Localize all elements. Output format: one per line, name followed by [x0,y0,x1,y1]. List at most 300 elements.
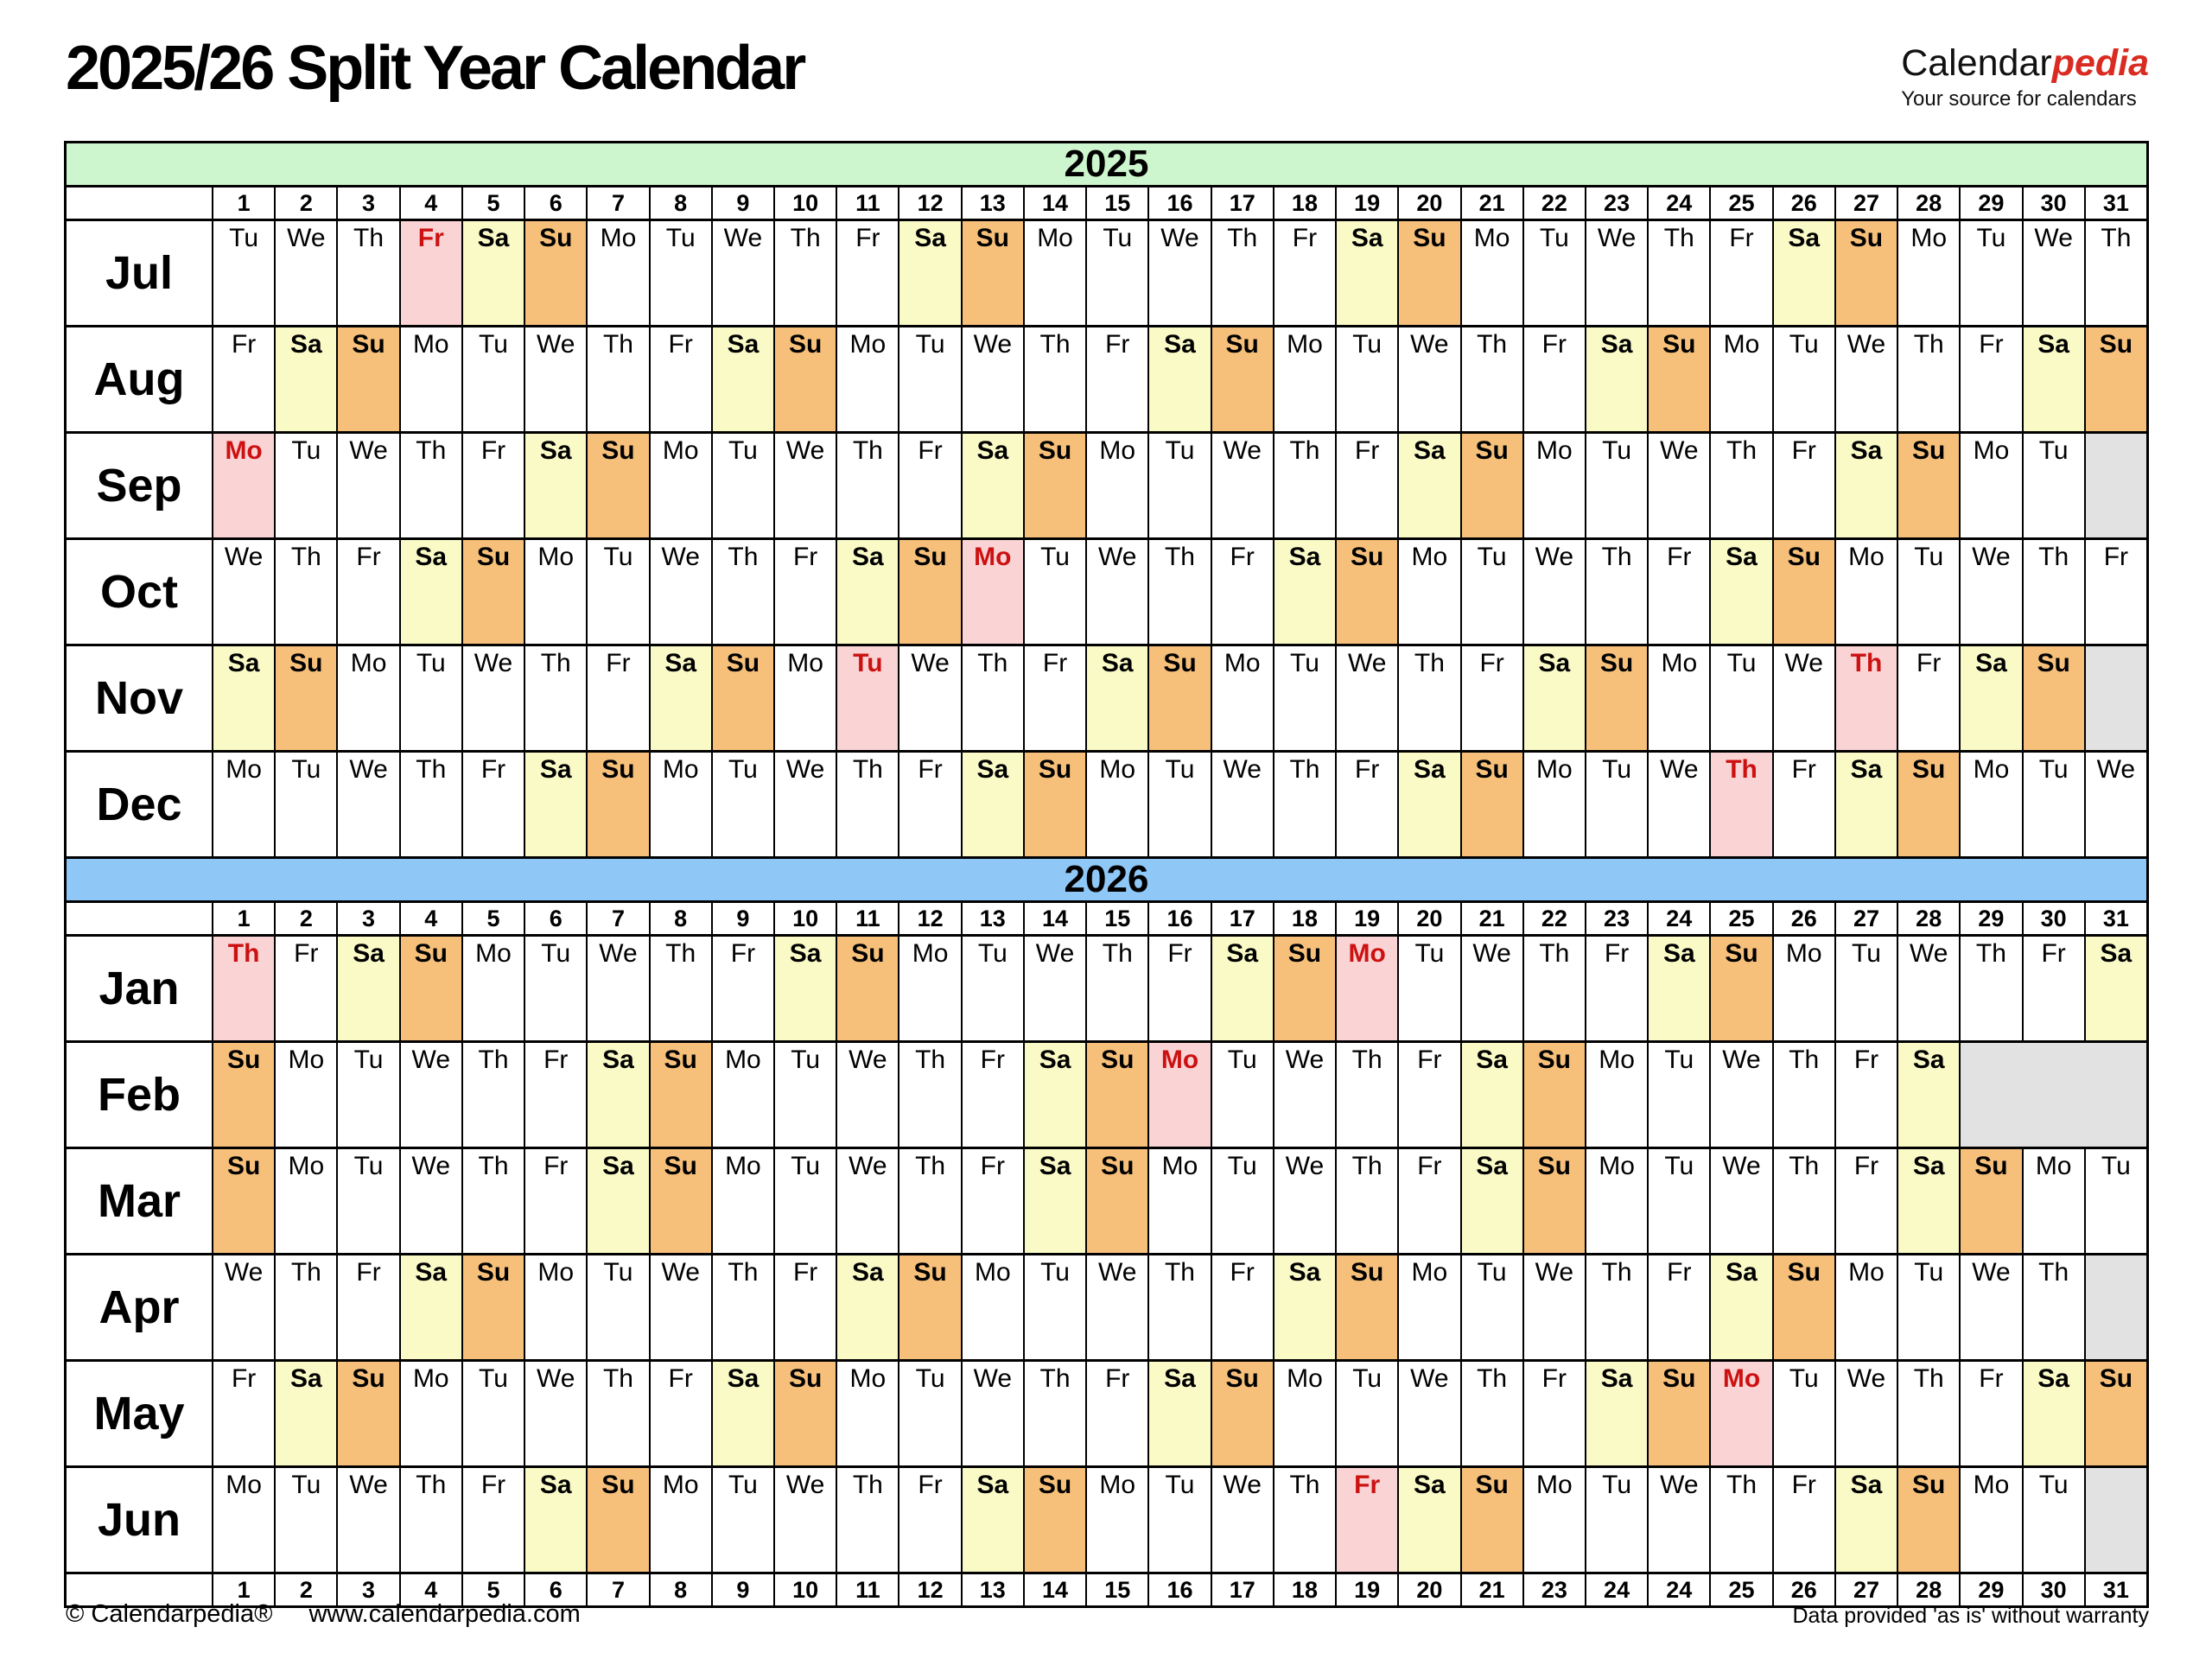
day-cell-mar-20: Fr [1399,1149,1459,1253]
day-cell-aug-29: Fr [1961,327,2021,431]
day-cell-apr-17: Fr [1212,1255,1273,1359]
day-cell-nov-17: Mo [1212,646,1273,750]
day-cell-dec-14: Su [1025,753,1085,856]
day-number-footer-cell-25: 25 [1711,1574,1771,1605]
month-label-jan: Jan [67,937,212,1040]
day-cell-jan-6: Tu [525,937,586,1040]
day-cell-oct-2: Th [276,540,336,644]
day-cell-may-1: Fr [213,1362,274,1465]
day-cell-oct-6: Mo [525,540,586,644]
day-cell-feb-10: Tu [775,1043,836,1147]
day-cell-nov-23: Su [1586,646,1647,750]
day-cell-mar-19: Th [1337,1149,1397,1253]
day-cell-sep-11: Th [837,434,898,537]
day-cell-aug-21: Th [1462,327,1522,431]
day-cell-sep-4: Th [401,434,461,537]
day-cell-apr-25: Sa [1711,1255,1771,1359]
day-cell-jun-29: Mo [1961,1468,2021,1572]
day-cell-jan-29: Th [1961,937,2021,1040]
day-cell-jan-16: Fr [1149,937,1210,1040]
day-cell-dec-11: Th [837,753,898,856]
day-cell-feb-3: Tu [338,1043,398,1147]
month-label-aug: Aug [67,327,212,431]
day-number-header-2026-cell-30: 30 [2024,903,2084,934]
day-cell-jan-19: Mo [1337,937,1397,1040]
day-number-footer-cell-4: 4 [401,1574,461,1605]
day-cell-dec-17: We [1212,753,1273,856]
day-cell-apr-9: Th [713,1255,773,1359]
day-cell-sep-6: Sa [525,434,586,537]
day-cell-may-25: Mo [1711,1362,1771,1465]
day-cell-feb-18: We [1274,1043,1335,1147]
day-cell-dec-8: Mo [651,753,711,856]
day-cell-may-30: Sa [2024,1362,2084,1465]
day-cell-aug-5: Tu [463,327,524,431]
day-cell-jul-14: Mo [1025,221,1085,325]
day-cell-jan-23: Fr [1586,937,1647,1040]
day-cell-dec-28: Su [1898,753,1959,856]
day-cell-dec-2: Tu [276,753,336,856]
day-cell-jul-5: Sa [463,221,524,325]
day-cell-may-22: Fr [1524,1362,1585,1465]
day-cell-jul-22: Tu [1524,221,1585,325]
day-number-header-2025-cell-17: 17 [1212,188,1273,219]
day-number-header-2025-cell-2: 2 [276,188,336,219]
day-cell-jun-2: Tu [276,1468,336,1572]
day-cell-may-11: Mo [837,1362,898,1465]
day-cell-jan-21: We [1462,937,1522,1040]
day-number-header-2026-cell-20: 20 [1399,903,1459,934]
page-title: 2025/26 Split Year Calendar [66,34,804,103]
day-cell-aug-15: Fr [1087,327,1147,431]
day-cell-apr-15: We [1087,1255,1147,1359]
day-cell-apr-3: Fr [338,1255,398,1359]
day-cell-oct-23: Th [1586,540,1647,644]
day-cell-may-12: Tu [899,1362,960,1465]
day-cell-jul-10: Th [775,221,836,325]
day-cell-dec-29: Mo [1961,753,2021,856]
day-cell-feb-21: Sa [1462,1043,1522,1147]
day-cell-dec-16: Tu [1149,753,1210,856]
day-cell-jun-17: We [1212,1468,1273,1572]
day-cell-mar-14: Sa [1025,1149,1085,1253]
day-cell-jul-27: Su [1836,221,1897,325]
day-cell-nov-13: Th [963,646,1023,750]
website-text: www.calendarpedia.com [308,1600,581,1628]
day-number-header-2025-cell-8: 8 [651,188,711,219]
day-cell-apr-28: Tu [1898,1255,1959,1359]
day-number-footer-cell-14: 14 [1025,1574,1085,1605]
day-cell-mar-2: Mo [276,1149,336,1253]
day-cell-dec-21: Su [1462,753,1522,856]
day-cell-mar-7: Sa [588,1149,648,1253]
logo-brand-red: pedia [2051,42,2149,84]
day-cell-nov-16: Su [1149,646,1210,750]
day-cell-jul-4: Fr [401,221,461,325]
off-cell-feb [1961,1043,2146,1147]
day-cell-apr-13: Mo [963,1255,1023,1359]
day-cell-feb-12: Th [899,1043,960,1147]
month-label-feb: Feb [67,1043,212,1147]
footer-copyright [66,1600,581,1629]
day-cell-jul-20: Su [1399,221,1459,325]
day-number-header-2026-cell-4: 4 [401,903,461,934]
day-cell-jun-5: Fr [463,1468,524,1572]
day-cell-mar-30: Mo [2024,1149,2084,1253]
day-cell-jun-14: Su [1025,1468,1085,1572]
day-cell-sep-26: Fr [1774,434,1834,537]
day-cell-feb-13: Fr [963,1043,1023,1147]
day-cell-jan-12: Mo [899,937,960,1040]
day-number-footer-cell-17: 17 [1212,1574,1273,1605]
day-cell-may-16: Sa [1149,1362,1210,1465]
day-cell-mar-18: We [1274,1149,1335,1253]
day-number-header-2025-cell-27: 27 [1836,188,1897,219]
day-cell-jul-1: Tu [213,221,274,325]
day-cell-aug-26: Tu [1774,327,1834,431]
day-number-footer-cell-7: 7 [588,1574,648,1605]
day-cell-sep-9: Tu [713,434,773,537]
day-cell-apr-22: We [1524,1255,1585,1359]
day-cell-sep-19: Fr [1337,434,1397,537]
day-cell-feb-9: Mo [713,1043,773,1147]
day-cell-jan-18: Su [1274,937,1335,1040]
logo-tagline: Your source for calendars [1901,87,2137,111]
day-number-header-2026-cell-19: 19 [1337,903,1397,934]
day-cell-oct-25: Sa [1711,540,1771,644]
day-number-header-2025-cell-21: 21 [1462,188,1522,219]
day-cell-aug-17: Su [1212,327,1273,431]
day-cell-mar-17: Tu [1212,1149,1273,1253]
day-cell-may-27: We [1836,1362,1897,1465]
day-cell-aug-27: We [1836,327,1897,431]
split-year-calendar-table [64,141,2149,1608]
day-cell-aug-4: Mo [401,327,461,431]
day-cell-may-4: Mo [401,1362,461,1465]
day-cell-jul-19: Sa [1337,221,1397,325]
day-cell-dec-9: Tu [713,753,773,856]
day-cell-may-9: Sa [713,1362,773,1465]
day-cell-feb-8: Su [651,1043,711,1147]
day-number-footer-cell-21: 21 [1462,1574,1522,1605]
day-cell-sep-2: Tu [276,434,336,537]
month-label-apr: Apr [67,1255,212,1359]
day-cell-apr-27: Mo [1836,1255,1897,1359]
day-number-header-2026-cell-18: 18 [1274,903,1335,934]
day-cell-aug-22: Fr [1524,327,1585,431]
day-cell-apr-20: Mo [1399,1255,1459,1359]
day-cell-sep-27: Sa [1836,434,1897,537]
day-cell-jan-20: Tu [1399,937,1459,1040]
month-label-may: May [67,1362,212,1465]
day-cell-dec-24: We [1649,753,1709,856]
day-number-header-2026-cell-7: 7 [588,903,648,934]
day-cell-apr-5: Su [463,1255,524,1359]
day-cell-aug-7: Th [588,327,648,431]
day-number-footer-cell-11: 11 [837,1574,898,1605]
day-cell-sep-20: Sa [1399,434,1459,537]
day-cell-may-17: Su [1212,1362,1273,1465]
day-cell-jan-5: Mo [463,937,524,1040]
day-cell-mar-15: Su [1087,1149,1147,1253]
day-number-header-2026-cell-15: 15 [1087,903,1147,934]
day-cell-apr-29: We [1961,1255,2021,1359]
day-number-header-2026-cell-28: 28 [1898,903,1959,934]
day-number-header-2025-cell-3: 3 [338,188,398,219]
day-number-header-2025-cell-30: 30 [2024,188,2084,219]
day-cell-nov-22: Sa [1524,646,1585,750]
day-cell-feb-25: We [1711,1043,1771,1147]
day-cell-may-28: Th [1898,1362,1959,1465]
day-cell-jun-12: Fr [899,1468,960,1572]
day-cell-aug-31: Su [2086,327,2146,431]
day-cell-dec-15: Mo [1087,753,1147,856]
day-cell-jun-13: Sa [963,1468,1023,1572]
day-cell-nov-3: Mo [338,646,398,750]
day-cell-nov-30: Su [2024,646,2084,750]
day-cell-sep-21: Su [1462,434,1522,537]
day-cell-feb-16: Mo [1149,1043,1210,1147]
day-number-header-2026-cell-5: 5 [463,903,524,934]
day-cell-sep-10: We [775,434,836,537]
day-cell-dec-12: Fr [899,753,960,856]
day-cell-apr-18: Sa [1274,1255,1335,1359]
day-cell-jul-3: Th [338,221,398,325]
footer-disclaimer: Data provided 'as is' without warranty [1792,1604,2149,1628]
day-cell-mar-23: Mo [1586,1149,1647,1253]
day-cell-dec-6: Sa [525,753,586,856]
day-cell-aug-3: Su [338,327,398,431]
day-cell-apr-26: Su [1774,1255,1834,1359]
day-number-footer-cell-3: 3 [338,1574,398,1605]
day-cell-jun-18: Th [1274,1468,1335,1572]
day-number-header-2025-cell-20: 20 [1399,188,1459,219]
day-cell-oct-11: Sa [837,540,898,644]
day-cell-dec-27: Sa [1836,753,1897,856]
day-number-footer-cell-26: 26 [1774,1574,1834,1605]
day-cell-aug-16: Sa [1149,327,1210,431]
day-number-header-2025-cell-11: 11 [837,188,898,219]
day-cell-apr-14: Tu [1025,1255,1085,1359]
day-cell-may-21: Th [1462,1362,1522,1465]
day-cell-may-13: We [963,1362,1023,1465]
day-number-header-2025-spacer-cell [67,188,212,219]
day-cell-jan-14: We [1025,937,1085,1040]
month-label-nov: Nov [67,646,212,750]
day-cell-jan-24: Sa [1649,937,1709,1040]
day-cell-jun-28: Su [1898,1468,1959,1572]
day-cell-sep-7: Su [588,434,648,537]
day-cell-jan-8: Th [651,937,711,1040]
day-cell-jan-4: Su [401,937,461,1040]
day-cell-apr-2: Th [276,1255,336,1359]
day-cell-mar-25: We [1711,1149,1771,1253]
day-cell-jul-2: We [276,221,336,325]
day-cell-nov-14: Fr [1025,646,1085,750]
day-cell-jan-28: We [1898,937,1959,1040]
month-label-jun: Jun [67,1468,212,1572]
day-cell-nov-26: We [1774,646,1834,750]
day-cell-jul-17: Th [1212,221,1273,325]
day-number-header-2026-cell-12: 12 [899,903,960,934]
day-cell-oct-5: Su [463,540,524,644]
day-cell-jun-3: We [338,1468,398,1572]
off-cell-apr [2086,1255,2146,1359]
day-number-header-2026-cell-13: 13 [963,903,1023,934]
day-number-header-2025-cell-24: 24 [1649,188,1709,219]
day-number-header-2025-cell-5: 5 [463,188,524,219]
day-cell-aug-13: We [963,327,1023,431]
day-cell-feb-4: We [401,1043,461,1147]
day-number-header-2026-cell-22: 22 [1524,903,1585,934]
day-cell-oct-17: Fr [1212,540,1273,644]
day-cell-dec-25: Th [1711,753,1771,856]
day-cell-feb-2: Mo [276,1043,336,1147]
day-cell-mar-27: Fr [1836,1149,1897,1253]
day-number-header-2025-cell-31: 31 [2086,188,2146,219]
day-cell-jan-2: Fr [276,937,336,1040]
day-number-header-2026-cell-16: 16 [1149,903,1210,934]
day-number-header-2025-cell-12: 12 [899,188,960,219]
day-cell-oct-16: Th [1149,540,1210,644]
day-cell-aug-20: We [1399,327,1459,431]
day-cell-nov-2: Su [276,646,336,750]
day-cell-feb-17: Tu [1212,1043,1273,1147]
day-cell-sep-18: Th [1274,434,1335,537]
day-cell-jun-15: Mo [1087,1468,1147,1572]
day-cell-dec-3: We [338,753,398,856]
day-cell-oct-24: Fr [1649,540,1709,644]
day-cell-apr-23: Th [1586,1255,1647,1359]
day-cell-oct-10: Fr [775,540,836,644]
day-cell-feb-22: Su [1524,1043,1585,1147]
day-cell-jun-23: Tu [1586,1468,1647,1572]
day-cell-apr-4: Sa [401,1255,461,1359]
day-cell-nov-27: Th [1836,646,1897,750]
day-cell-jan-15: Th [1087,937,1147,1040]
day-cell-apr-7: Tu [588,1255,648,1359]
day-cell-may-18: Mo [1274,1362,1335,1465]
day-cell-may-3: Su [338,1362,398,1465]
month-label-oct: Oct [67,540,212,644]
day-number-header-2026-cell-10: 10 [775,903,836,934]
day-cell-oct-4: Sa [401,540,461,644]
day-number-footer-cell-6: 6 [525,1574,586,1605]
day-cell-apr-8: We [651,1255,711,1359]
day-cell-oct-9: Th [713,540,773,644]
day-cell-mar-8: Su [651,1149,711,1253]
day-cell-dec-23: Tu [1586,753,1647,856]
day-cell-oct-13: Mo [963,540,1023,644]
day-cell-feb-7: Sa [588,1043,648,1147]
day-cell-aug-12: Tu [899,327,960,431]
day-number-footer-cell-27: 27 [1836,1574,1897,1605]
day-cell-oct-29: We [1961,540,2021,644]
day-cell-jun-22: Mo [1524,1468,1585,1572]
day-cell-jun-11: Th [837,1468,898,1572]
day-number-header-2026-spacer-cell [67,903,212,934]
day-cell-nov-29: Sa [1961,646,2021,750]
day-cell-apr-12: Su [899,1255,960,1359]
day-cell-jan-30: Fr [2024,937,2084,1040]
day-cell-jul-12: Sa [899,221,960,325]
day-cell-aug-10: Su [775,327,836,431]
day-number-header-2025-cell-15: 15 [1087,188,1147,219]
calendarpedia-logo [1901,42,2149,111]
day-cell-oct-14: Tu [1025,540,1085,644]
day-cell-dec-1: Mo [213,753,274,856]
day-cell-jul-9: We [713,221,773,325]
day-cell-jan-3: Sa [338,937,398,1040]
day-number-footer-cell-5: 5 [463,1574,524,1605]
day-cell-feb-15: Su [1087,1043,1147,1147]
day-cell-oct-15: We [1087,540,1147,644]
day-number-header-2026-cell-6: 6 [525,903,586,934]
day-number-header-2025-cell-26: 26 [1774,188,1834,219]
day-cell-jul-24: Th [1649,221,1709,325]
month-label-mar: Mar [67,1149,212,1253]
day-cell-dec-13: Sa [963,753,1023,856]
day-cell-nov-18: Tu [1274,646,1335,750]
day-cell-oct-18: Sa [1274,540,1335,644]
day-number-header-2025-cell-29: 29 [1961,188,2021,219]
day-cell-oct-1: We [213,540,274,644]
day-cell-may-24: Su [1649,1362,1709,1465]
day-cell-apr-10: Fr [775,1255,836,1359]
day-cell-nov-20: Th [1399,646,1459,750]
day-cell-sep-22: Mo [1524,434,1585,537]
day-cell-jul-8: Tu [651,221,711,325]
day-cell-may-10: Su [775,1362,836,1465]
day-cell-jan-31: Sa [2086,937,2146,1040]
day-cell-aug-28: Th [1898,327,1959,431]
day-cell-feb-5: Th [463,1043,524,1147]
day-number-header-2026-cell-9: 9 [713,903,773,934]
day-cell-jul-7: Mo [588,221,648,325]
day-cell-oct-26: Su [1774,540,1834,644]
day-cell-dec-26: Fr [1774,753,1834,856]
day-cell-oct-22: We [1524,540,1585,644]
day-cell-jun-30: Tu [2024,1468,2084,1572]
day-number-footer-cell-8: 8 [651,1574,711,1605]
day-cell-jun-26: Fr [1774,1468,1834,1572]
day-cell-mar-13: Fr [963,1149,1023,1253]
day-cell-nov-12: We [899,646,960,750]
day-cell-apr-11: Sa [837,1255,898,1359]
day-number-header-2025-cell-10: 10 [775,188,836,219]
day-cell-sep-8: Mo [651,434,711,537]
copyright-text: © Calendarpedia® [66,1600,273,1628]
day-number-footer-cell-29: 29 [1961,1574,2021,1605]
logo-brand-black: Calendar [1901,42,2052,84]
day-number-header-2026-cell-11: 11 [837,903,898,934]
day-cell-sep-23: Tu [1586,434,1647,537]
day-cell-oct-8: We [651,540,711,644]
day-cell-nov-28: Fr [1898,646,1959,750]
day-cell-may-6: We [525,1362,586,1465]
day-cell-jul-23: We [1586,221,1647,325]
day-cell-nov-6: Th [525,646,586,750]
day-cell-nov-11: Tu [837,646,898,750]
day-cell-mar-22: Su [1524,1149,1585,1253]
day-cell-apr-30: Th [2024,1255,2084,1359]
day-cell-jul-18: Fr [1274,221,1335,325]
day-cell-aug-2: Sa [276,327,336,431]
day-cell-aug-30: Sa [2024,327,2084,431]
day-cell-nov-9: Su [713,646,773,750]
day-cell-mar-9: Mo [713,1149,773,1253]
day-number-header-2026-cell-17: 17 [1212,903,1273,934]
